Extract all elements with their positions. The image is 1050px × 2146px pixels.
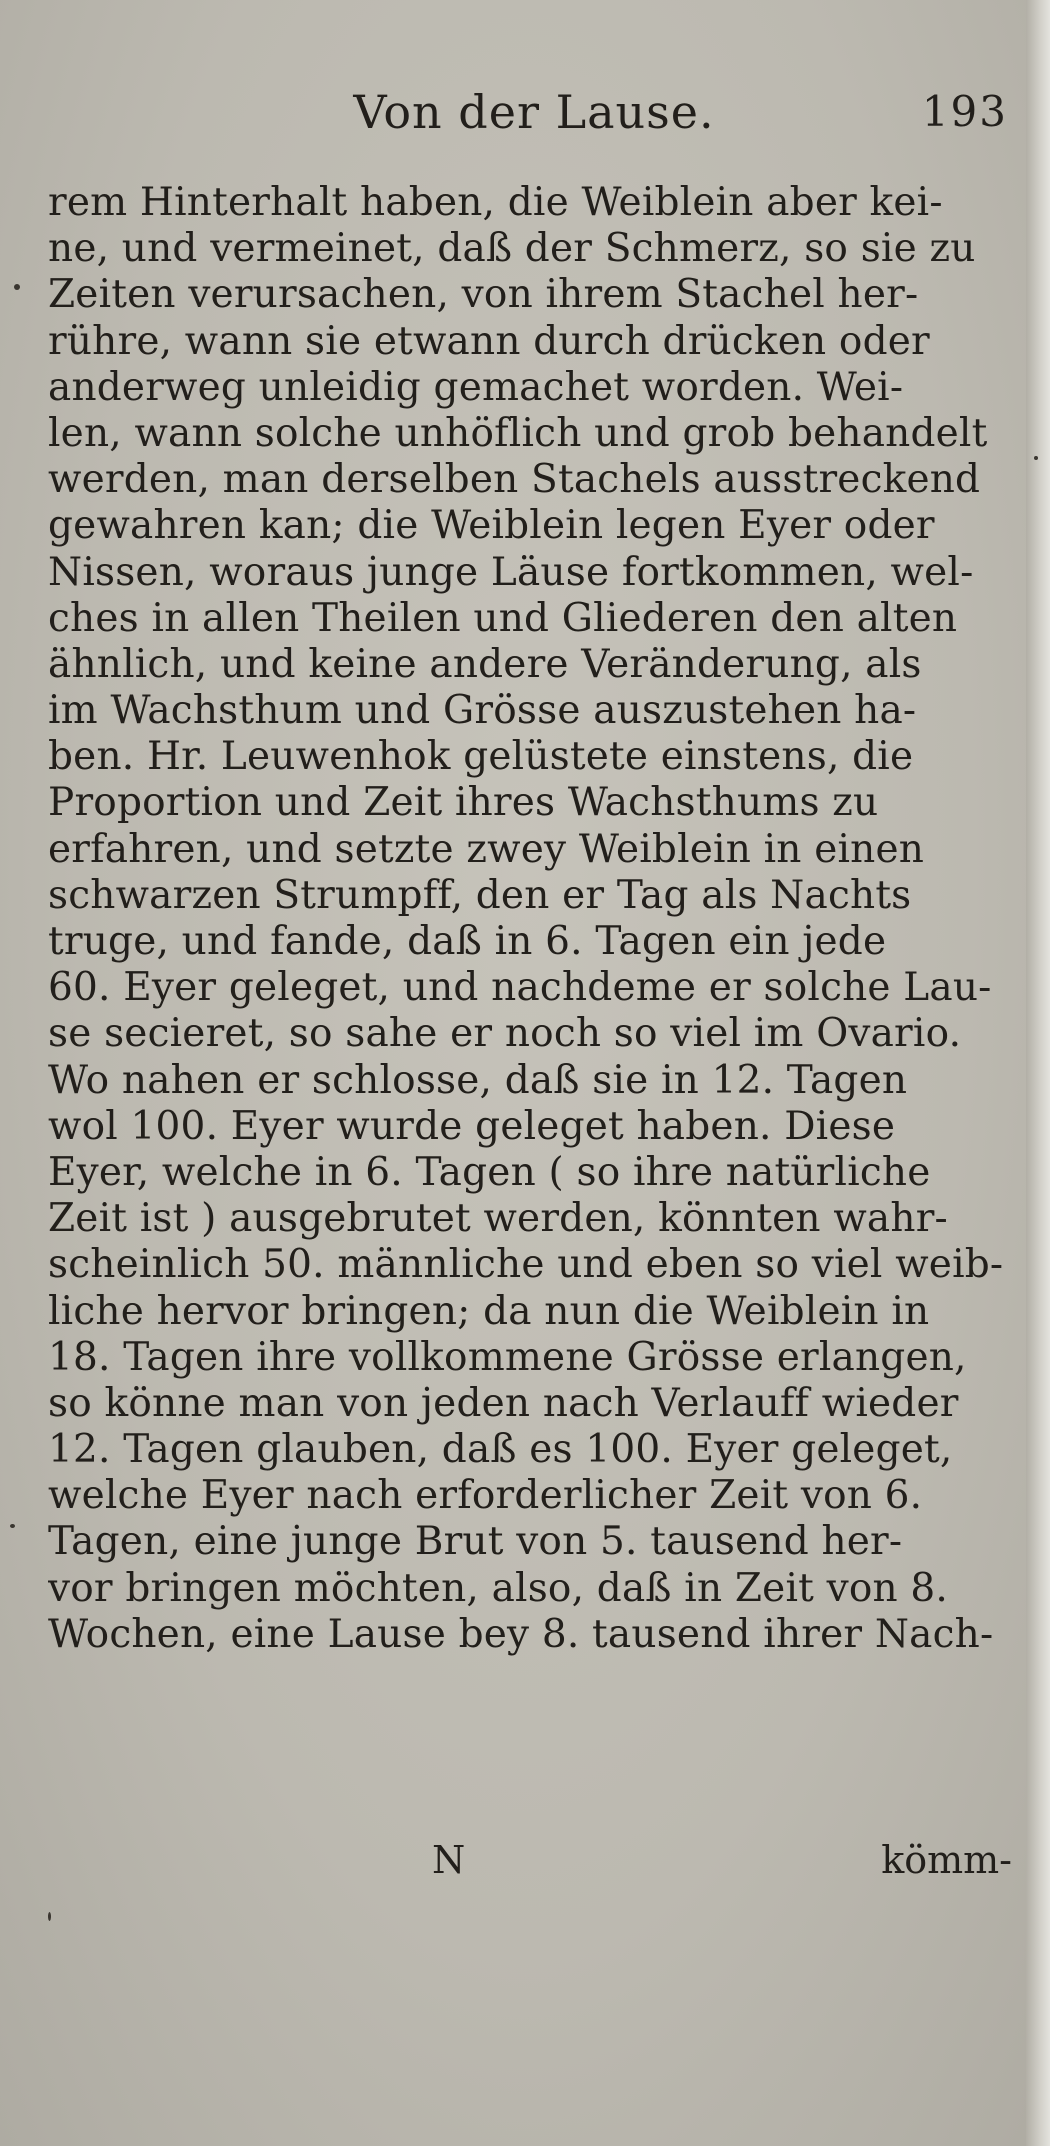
- running-title: Von der Lause.: [353, 85, 715, 139]
- text-line: ähnlich, und keine andere Veränderung, als: [48, 641, 922, 687]
- text-line: liche hervor bringen; da nun die Weiblein in: [48, 1288, 930, 1334]
- text-line: Eyer, welche in 6. Tagen ( so ihre natürliche: [48, 1149, 931, 1195]
- text-line: len, wann solche unhöflich und grob behandelt: [48, 410, 988, 456]
- text-line: truge, und fande, daß in 6. Tagen ein jede: [48, 919, 887, 964]
- text-line: rühre, wann sie etwann durch drücken oder: [48, 318, 930, 364]
- text-line: ches in allen Theilen und Gliederen den alten: [48, 595, 958, 641]
- paper-speck: [14, 284, 20, 290]
- catchword: kömm-: [881, 1838, 1012, 1882]
- text-line: ne, und vermeinet, daß der Schmerz, so sie zu: [48, 226, 976, 272]
- signature-mark: N: [432, 1838, 466, 1882]
- text-line: gewahren kan; die Weiblein legen Eyer oder: [48, 503, 935, 549]
- text-line: scheinlich 50. männliche und eben so viel weib-: [48, 1242, 1004, 1288]
- text-line: Wochen, eine Lause bey 8. tausend ihrer Nach-: [48, 1611, 994, 1657]
- page-header: [48, 82, 1008, 152]
- text-line: ben. Hr. Leuwenhok gelüstete einstens, die: [48, 734, 914, 780]
- page-number: 193: [921, 87, 1008, 136]
- text-line: 60. Eyer geleget, und nachdeme er solche Lau-: [48, 965, 992, 1011]
- text-line: 12. Tagen glauben, daß es 100. Eyer geleget,: [48, 1427, 953, 1473]
- page-footer: [48, 1832, 1012, 1888]
- text-line: schwarzen Strumpff, den er Tag als Nachts: [48, 872, 912, 918]
- text-line: vor bringen möchten, also, daß in Zeit von 8.: [48, 1565, 949, 1611]
- text-line: Zeiten verursachen, von ihrem Stachel her-: [48, 272, 919, 318]
- text-line: Proportion und Zeit ihres Wachsthums zu: [48, 780, 879, 826]
- text-line: Tagen, eine junge Brut von 5. tausend her-: [48, 1519, 903, 1565]
- paper-speck: [48, 1912, 51, 1921]
- text-line: erfahren, und setzte zwey Weiblein in einen: [48, 826, 925, 872]
- text-line: welche Eyer nach erforderlicher Zeit von 6.: [48, 1473, 923, 1519]
- text-line: Wo nahen er schlosse, daß sie in 12. Tagen: [48, 1057, 908, 1103]
- text-line: so könne man von jeden nach Verlauff wieder: [48, 1380, 959, 1426]
- text-line: 18. Tagen ihre vollkommene Grösse erlangen,: [48, 1334, 967, 1380]
- paper-speck: [10, 1524, 15, 1528]
- text-line: anderweg unleidig gemachet worden. Wei-: [48, 364, 904, 410]
- text-line: im Wachsthum und Grösse auszustehen ha-: [48, 688, 917, 734]
- text-line: wol 100. Eyer wurde geleget haben. Diese: [48, 1103, 896, 1149]
- text-line: rem Hinterhalt haben, die Weiblein aber kei-: [48, 180, 943, 225]
- page-edge: [1026, 0, 1050, 2146]
- text-line: se secieret, so sahe er noch so viel im Ovario.: [48, 1011, 962, 1057]
- text-line: Zeit ist ) ausgebrutet werden, könnten wahr-: [48, 1196, 948, 1242]
- paper-speck: [1034, 456, 1038, 460]
- text-line: werden, man derselben Stachels ausstreckend: [48, 457, 981, 503]
- body-text: [48, 180, 1012, 1658]
- text-line: Nissen, woraus junge Läuse fortkommen, wel-: [48, 549, 974, 595]
